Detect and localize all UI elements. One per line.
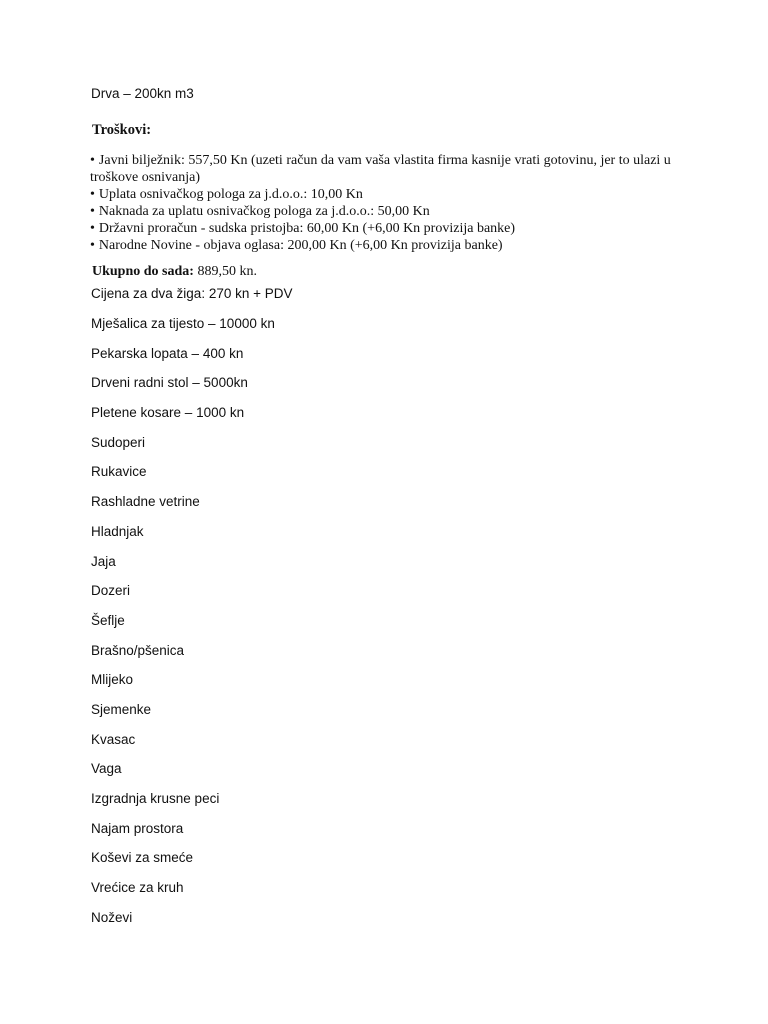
list-item: Rukavice (91, 464, 147, 480)
bullet: • (90, 204, 95, 219)
list-item: Hladnjak (91, 523, 144, 539)
list-item: Jaja (91, 553, 116, 569)
list-item: Mlijeko (91, 672, 134, 688)
bullet: • (90, 153, 95, 168)
bullet: • (90, 187, 95, 202)
list-item: Izgradnja krusne peci (91, 791, 220, 806)
list-item: Sudoperi (91, 434, 146, 450)
list-item: Pletene kosare – 1000 kn (91, 405, 245, 421)
list-item: Najam prostora (91, 820, 184, 836)
cost-item-text: Naknada za uplatu osnivačkog pologa za j.d.o.o.: 50,00 Kn (98, 204, 430, 219)
cost-item (90, 203, 690, 220)
list-item: Vaga (91, 761, 122, 777)
bullet: • (90, 238, 95, 253)
costs-list (90, 152, 690, 254)
equipment-list (91, 316, 275, 939)
total-value: 889,50 kn. (197, 264, 257, 279)
cost-item-text: Javni bilježnik: 557,50 Kn (uzeti račun da vam vaša vlastita firma kasnije vrati gotovinu, jer to ulazi u troškove osnivanja) (90, 153, 671, 185)
list-item: Noževi (91, 909, 133, 925)
cost-item (90, 186, 690, 203)
list-item: Sjemenke (91, 701, 152, 717)
cost-item (90, 152, 690, 186)
stamps-price-line: Cijena za dva žiga: 270 kn + PDV (91, 286, 293, 301)
list-item: Koševi za smeće (91, 850, 194, 866)
list-item: Šeflje (91, 612, 125, 628)
cost-item (90, 220, 690, 237)
list-item: Rashladne vetrine (91, 494, 200, 510)
list-item: Mješalica za tijesto – 10000 kn (91, 316, 275, 331)
list-item: Vrećice za kruh (91, 880, 184, 896)
bullet: • (90, 221, 95, 236)
list-item: Kvasac (91, 731, 136, 747)
cost-item (90, 237, 690, 254)
total-label: Ukupno do sada: (92, 264, 194, 279)
list-item: Pekarska lopata – 400 kn (91, 345, 244, 361)
costs-heading: Troškovi: (92, 122, 152, 138)
list-item: Brašno/pšenica (91, 642, 185, 658)
cost-item-text: Državni proračun - sudska pristojba: 60,00 Kn (+6,00 Kn provizija banke) (98, 221, 516, 236)
cost-item-text: Uplata osnivačkog pologa za j.d.o.o.: 10,00 Kn (98, 187, 363, 202)
wood-price-line: Drva – 200kn m3 (91, 86, 194, 101)
list-item: Drveni radni stol – 5000kn (91, 375, 248, 391)
total-line (92, 264, 257, 280)
cost-item-text: Narodne Novine - objava oglasa: 200,00 Kn (+6,00 Kn provizija banke) (98, 238, 503, 253)
list-item: Dozeri (91, 583, 131, 599)
